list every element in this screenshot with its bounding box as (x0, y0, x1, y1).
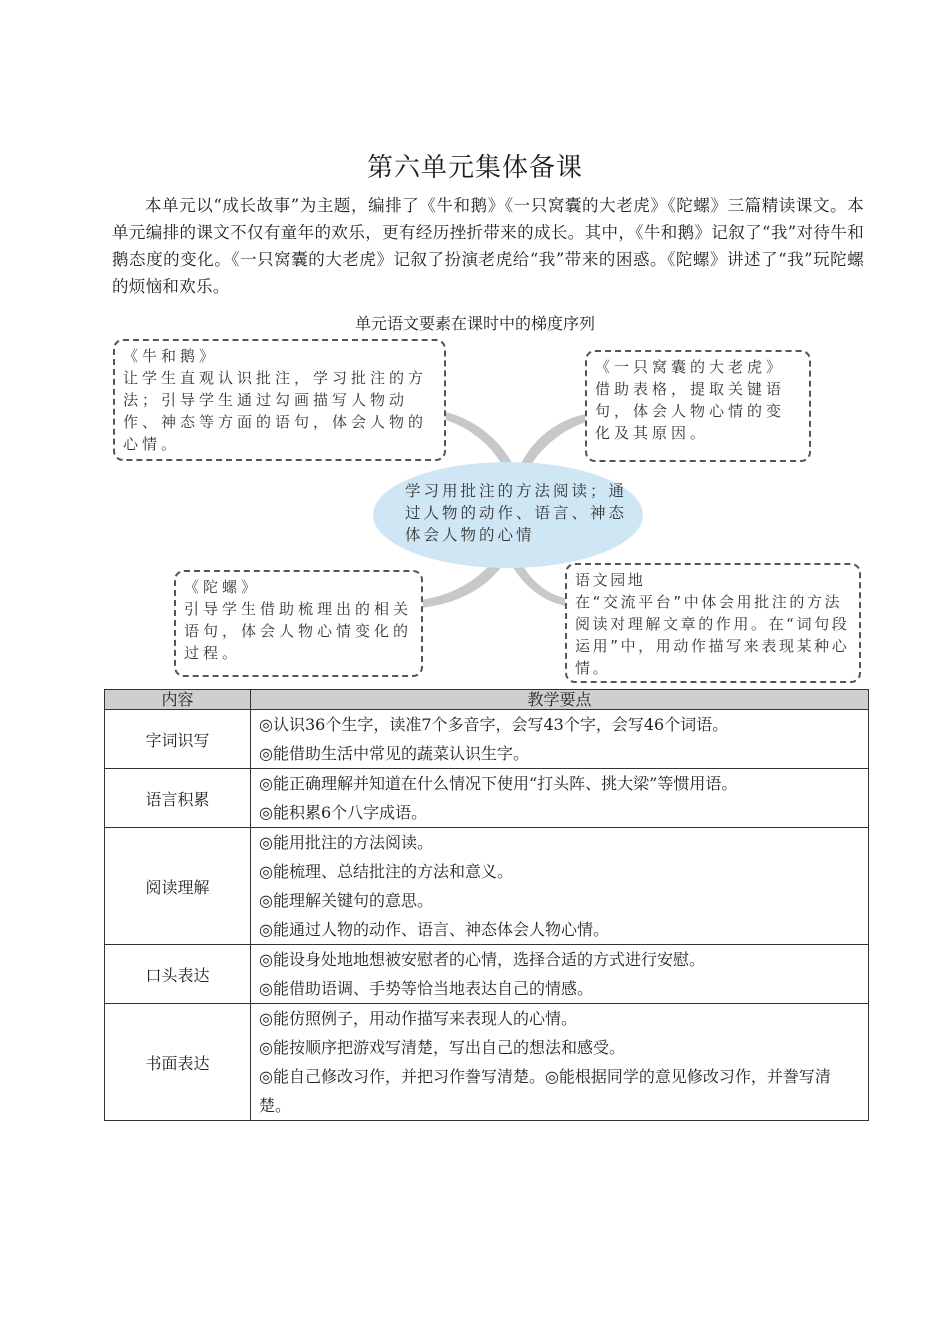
row-item: ◎认识36个生字，读准7个多音字，会写43个字，会写46个词语。 (259, 715, 729, 734)
row-category: 阅读理解 (105, 828, 251, 945)
table-row (105, 710, 869, 769)
row-item: ◎能设身处地地想被安慰者的心情，选择合适的方式进行安慰。 (259, 950, 705, 969)
mind-box-yu-wen-yuan-di (565, 563, 861, 683)
table-row (105, 769, 869, 828)
row-category: 书面表达 (105, 1004, 251, 1121)
mind-box-text: 借助表格，提取关键语句，体会人物心情的变化及其原因。 (595, 380, 786, 442)
mind-box-title: 《陀螺》 (184, 578, 261, 596)
row-item: ◎能用批注的方法阅读。 (259, 833, 433, 852)
row-item: ◎能梳理、总结批注的方法和意义。 (259, 862, 513, 881)
teaching-points-table (104, 689, 869, 1121)
row-item: ◎能积累6个八字成语。 (259, 803, 428, 822)
row-item: ◎能仿照例子，用动作描写来表现人的心情。 (259, 1009, 577, 1028)
header-teaching-points: 教学要点 (251, 690, 869, 710)
row-item: ◎能借助语调、手势等恰当地表达自己的情感。 (259, 979, 593, 998)
row-items (251, 828, 869, 945)
row-category: 口头表达 (105, 945, 251, 1004)
mind-box-niu-he-e (113, 339, 446, 461)
mind-box-lao-hu (585, 350, 811, 462)
row-item: ◎能自己修改习作，并把习作誊写清楚。◎能根据同学的意见修改习作，并誊写清楚。 (259, 1067, 831, 1115)
row-category: 语言积累 (105, 769, 251, 828)
row-item: ◎能正确理解并知道在什么情况下使用“打头阵、挑大梁”等惯用语。 (259, 774, 738, 793)
mind-box-title: 《牛和鹅》 (123, 347, 219, 365)
header-content: 内容 (105, 690, 251, 710)
row-items (251, 710, 869, 769)
table-row (105, 945, 869, 1004)
central-topic-text: 学习用批注的方法阅读；通过人物的动作、语言、神态体会人物的心情 (405, 482, 628, 544)
mind-box-title: 《一只窝囊的大老虎》 (595, 358, 786, 376)
mind-box-tuo-luo (174, 570, 423, 677)
table-header-row (105, 690, 869, 710)
row-items (251, 1004, 869, 1121)
mind-box-text: 让学生直观认识批注，学习批注的方法；引导学生通过勾画描写人物动作、神态等方面的语句，体会人物的心情。 (123, 369, 428, 453)
diagram-caption: 单元语文要素在课时中的梯度序列 (354, 314, 595, 333)
row-item: ◎能借助生活中常见的蔬菜认识生字。 (259, 744, 529, 763)
mind-box-text: 在“交流平台”中体会用批注的方法阅读对理解文章的作用。在“词句段运用”中，用动作描写来表现某种心情。 (575, 593, 850, 677)
table-row (105, 1004, 869, 1121)
row-items (251, 945, 869, 1004)
mind-box-text: 引导学生借助梳理出的相关语句，体会人物心情变化的过程。 (184, 600, 413, 662)
intro-paragraph: 本单元以“成长故事”为主题，编排了《牛和鹅》《一只窝囊的大老虎》《陀螺》三篇精读课文。本单元编排的课文不仅有童年的欢乐，更有经历挫折带来的成长。其中，《牛和鹅》记叙了“我”对待牛和鹅态度的变化。《一只窝囊的大老虎》记叙了扮演老虎给“我”带来的困惑。《陀螺》讲述了“我”玩陀螺的烦恼和欢乐。 (112, 196, 864, 296)
row-items (251, 769, 869, 828)
connector-top-right (520, 414, 586, 470)
page-title: 第六单元集体备课 (366, 153, 583, 183)
row-category: 字词识写 (105, 710, 251, 769)
mind-box-title: 语文园地 (575, 571, 646, 589)
row-item: ◎能按顺序把游戏写清楚，写出自己的想法和感受。 (259, 1038, 625, 1057)
row-item: ◎能通过人物的动作、语言、神态体会人物心情。 (259, 920, 609, 939)
row-item: ◎能理解关键句的意思。 (259, 891, 433, 910)
table-row (105, 828, 869, 945)
